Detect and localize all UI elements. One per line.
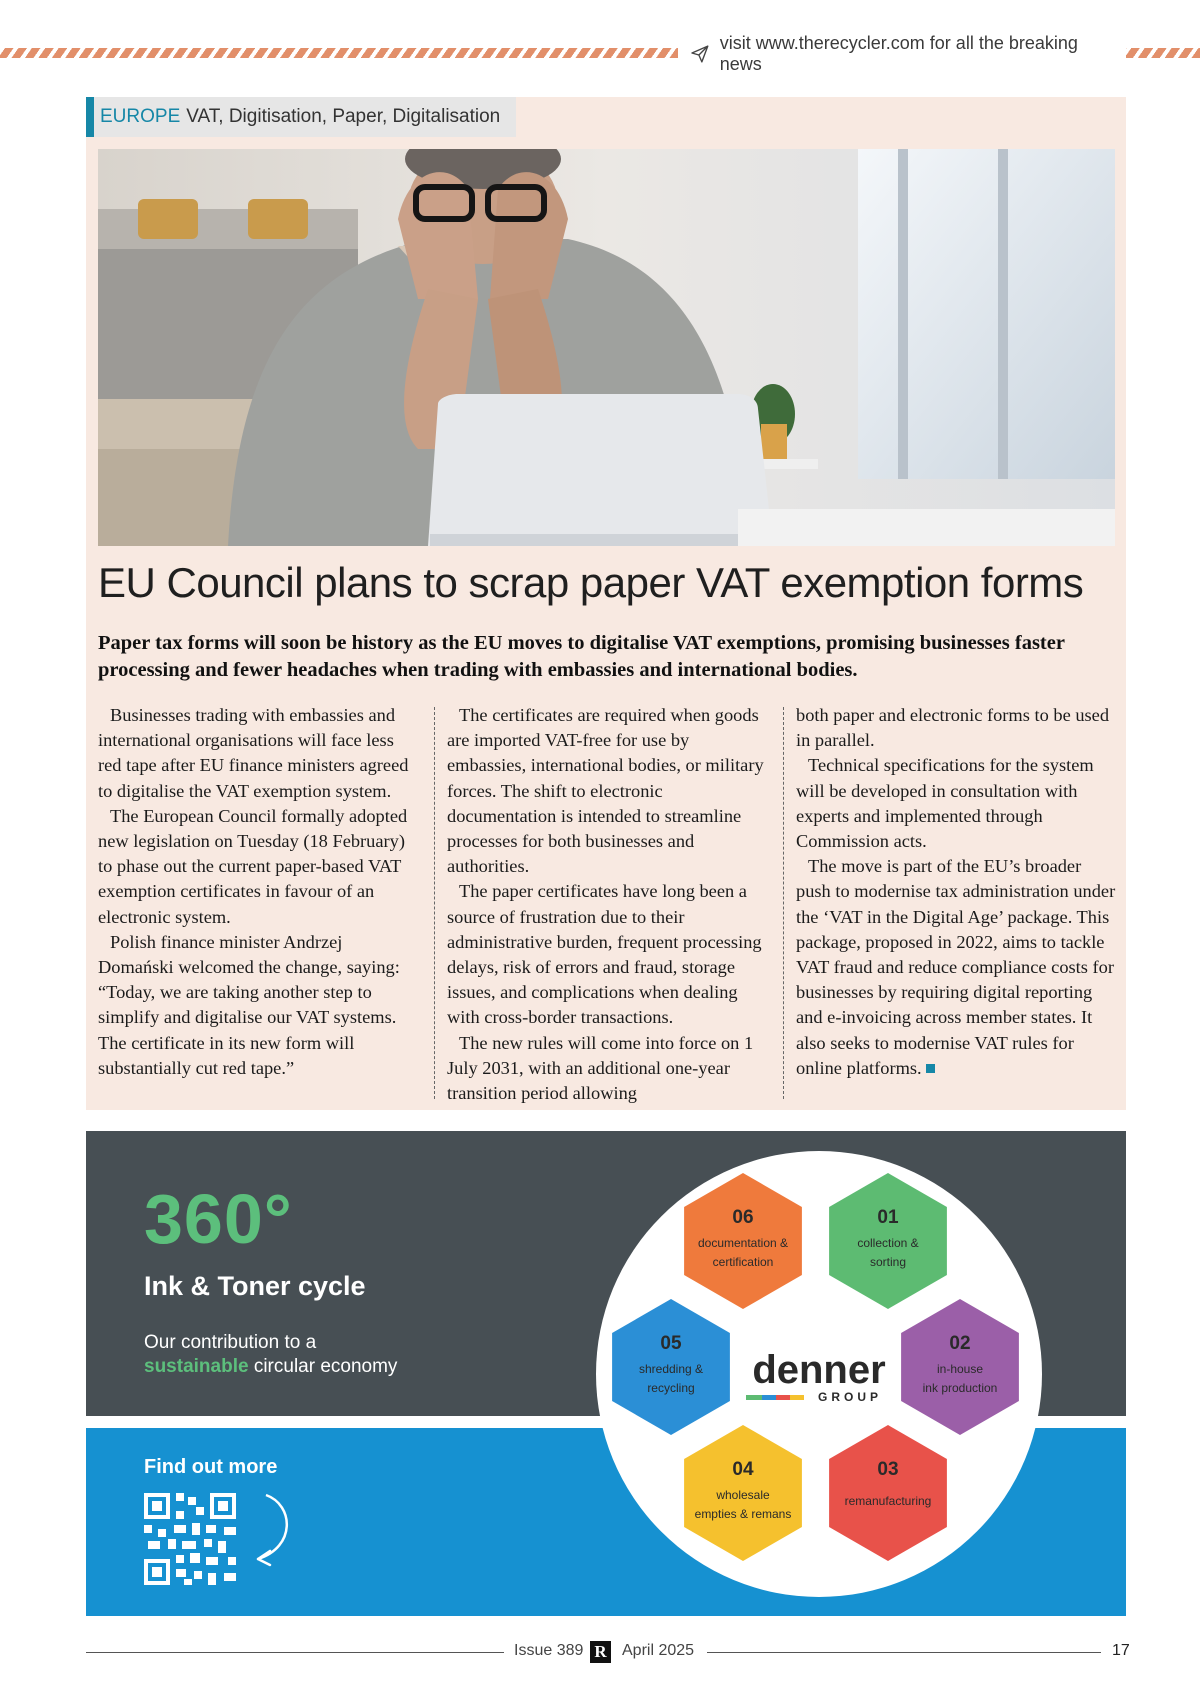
- qr-code-icon[interactable]: [144, 1493, 236, 1585]
- paragraph-text: The move is part of the EU’s broader push to modernise tax administration under the ‘VAT in the Digital Age’ package. This package, proposed in 2022, aims to tackle VAT fraud and reduce compliance costs for businesses by requiring digital reporting and e-invoicing across member states. It also seeks to modernise VAT rules for online platforms.: [796, 856, 1116, 1078]
- brand-color-bar: [776, 1395, 790, 1400]
- article-column-2: [447, 703, 767, 1106]
- breaking-news-text: visit www.therecycler.com for all the breaking news: [719, 33, 1078, 74]
- cycle-step-label: 04: [732, 1459, 754, 1480]
- advert-highlight: sustainable: [144, 1356, 249, 1377]
- cycle-step-label: certification: [712, 1255, 774, 1269]
- paragraph: Businesses trading with embassies and international organisations will face less red tape after EU finance ministers agreed to digitalise the VAT exemption system.: [98, 705, 409, 801]
- cycle-step-label: 05: [660, 1333, 682, 1354]
- column-divider: [783, 707, 784, 1099]
- brand-group-text: GROUP: [817, 1390, 883, 1404]
- cycle-step-label: 06: [732, 1207, 754, 1228]
- footer-issue: Issue 389: [514, 1642, 584, 1659]
- decorative-stripe-left: [0, 48, 678, 58]
- recycler-logo: R: [590, 1641, 611, 1663]
- brand-logo-text: denner: [752, 1348, 886, 1392]
- paragraph-final: [796, 854, 1116, 1081]
- advert-copy-line1: Our contribution to a: [144, 1332, 317, 1353]
- paragraph: both paper and electronic forms to be used in parallel.: [796, 705, 1110, 751]
- end-of-article-mark: [926, 1064, 935, 1073]
- article-panel: [86, 97, 1126, 1110]
- cycle-step-label: recycling: [647, 1381, 695, 1395]
- cycle-step-label: documentation &: [697, 1236, 789, 1250]
- article-column-1: [98, 703, 418, 1081]
- paragraph: The new rules will come into force on 1 July 2031, with an additional one-year transition period allowing: [447, 1032, 754, 1104]
- article-column-3: [796, 703, 1116, 1081]
- article-body: [98, 703, 1118, 1103]
- paragraph: The certificates are required when goods are imported VAT-free for use by embassies, international bodies, or military forces. The shift to electronic documentation is intended to streamline processes for both businesses and authorities.: [447, 705, 764, 877]
- cycle-step-label: collection &: [857, 1236, 919, 1250]
- article-standfirst: Paper tax forms will soon be history as the EU moves to digitalise VAT exemptions, promising businesses faster processing and fewer headaches when trading with embassies and international bodies.: [98, 632, 1065, 681]
- paragraph: The European Council formally adopted new legislation on Tuesday (18 February) to phase out the current paper-based VAT exemption certificates in favour of an electronic system.: [98, 805, 408, 927]
- ink-toner-cycle-diagram: [596, 1151, 1042, 1597]
- footer-rule: [707, 1652, 1101, 1653]
- footer-rule: [86, 1652, 504, 1653]
- cycle-step-label: in-house: [936, 1362, 984, 1376]
- advert-copy-line2: [144, 1355, 397, 1379]
- cycle-step-label: sorting: [869, 1255, 907, 1269]
- curved-arrow-icon: [246, 1491, 296, 1571]
- article-headline: EU Council plans to scrap paper VAT exemption forms: [98, 559, 1084, 606]
- cycle-step-label: 03: [877, 1459, 899, 1480]
- topic-tags[interactable]: VAT, Digitisation, Paper, Digitalisation: [186, 106, 501, 127]
- cycle-step-label: 02: [949, 1333, 971, 1354]
- region-tag[interactable]: EUROPE: [100, 106, 181, 127]
- paragraph: Technical specifications for the system will be developed in consultation with experts and implemented through Commission acts.: [796, 755, 1094, 852]
- cycle-step-label: shredding &: [638, 1362, 704, 1376]
- denner-advert[interactable]: [86, 1131, 1126, 1616]
- column-divider: [434, 707, 435, 1099]
- brand-color-bar: [790, 1395, 804, 1400]
- cycle-step-label: remanufacturing: [844, 1494, 932, 1508]
- paragraph: The paper certificates have long been a source of frustration due to their administrative burden, frequent processing delays, risk of errors and fraud, storage issues, and complications when dealing with cross-border transactions.: [447, 881, 762, 1028]
- footer-date: April 2025: [622, 1642, 695, 1659]
- paragraph: Polish finance minister Andrzej Domański welcomed the change, saying: “Today, we are taking another step to simplify and digitalise our VAT systems. The certificate in its new form will substantially cut red tape.”: [98, 931, 400, 1078]
- cycle-step-label: 01: [877, 1207, 899, 1228]
- advert-subtitle: Ink & Toner cycle: [144, 1271, 366, 1301]
- advert-copy: [144, 1331, 397, 1379]
- send-icon: [690, 44, 710, 64]
- article-tag-bar: [86, 97, 516, 137]
- advert-big-title: 360°: [144, 1180, 293, 1258]
- stressed-man-laptop-illustration: [98, 149, 1115, 546]
- decorative-stripe-right: [1126, 48, 1200, 58]
- breaking-news-link[interactable]: [690, 33, 1120, 74]
- cycle-step-label: ink production: [922, 1381, 998, 1395]
- advert-copy-rest: circular economy: [248, 1356, 398, 1377]
- page-number: 17: [1112, 1642, 1130, 1659]
- cycle-step-label: empties & remans: [694, 1507, 792, 1521]
- article-photo: [98, 149, 1115, 546]
- find-out-more-link[interactable]: Find out more: [144, 1456, 278, 1478]
- cycle-step-label: wholesale: [716, 1488, 770, 1502]
- brand-color-bar: [762, 1395, 776, 1400]
